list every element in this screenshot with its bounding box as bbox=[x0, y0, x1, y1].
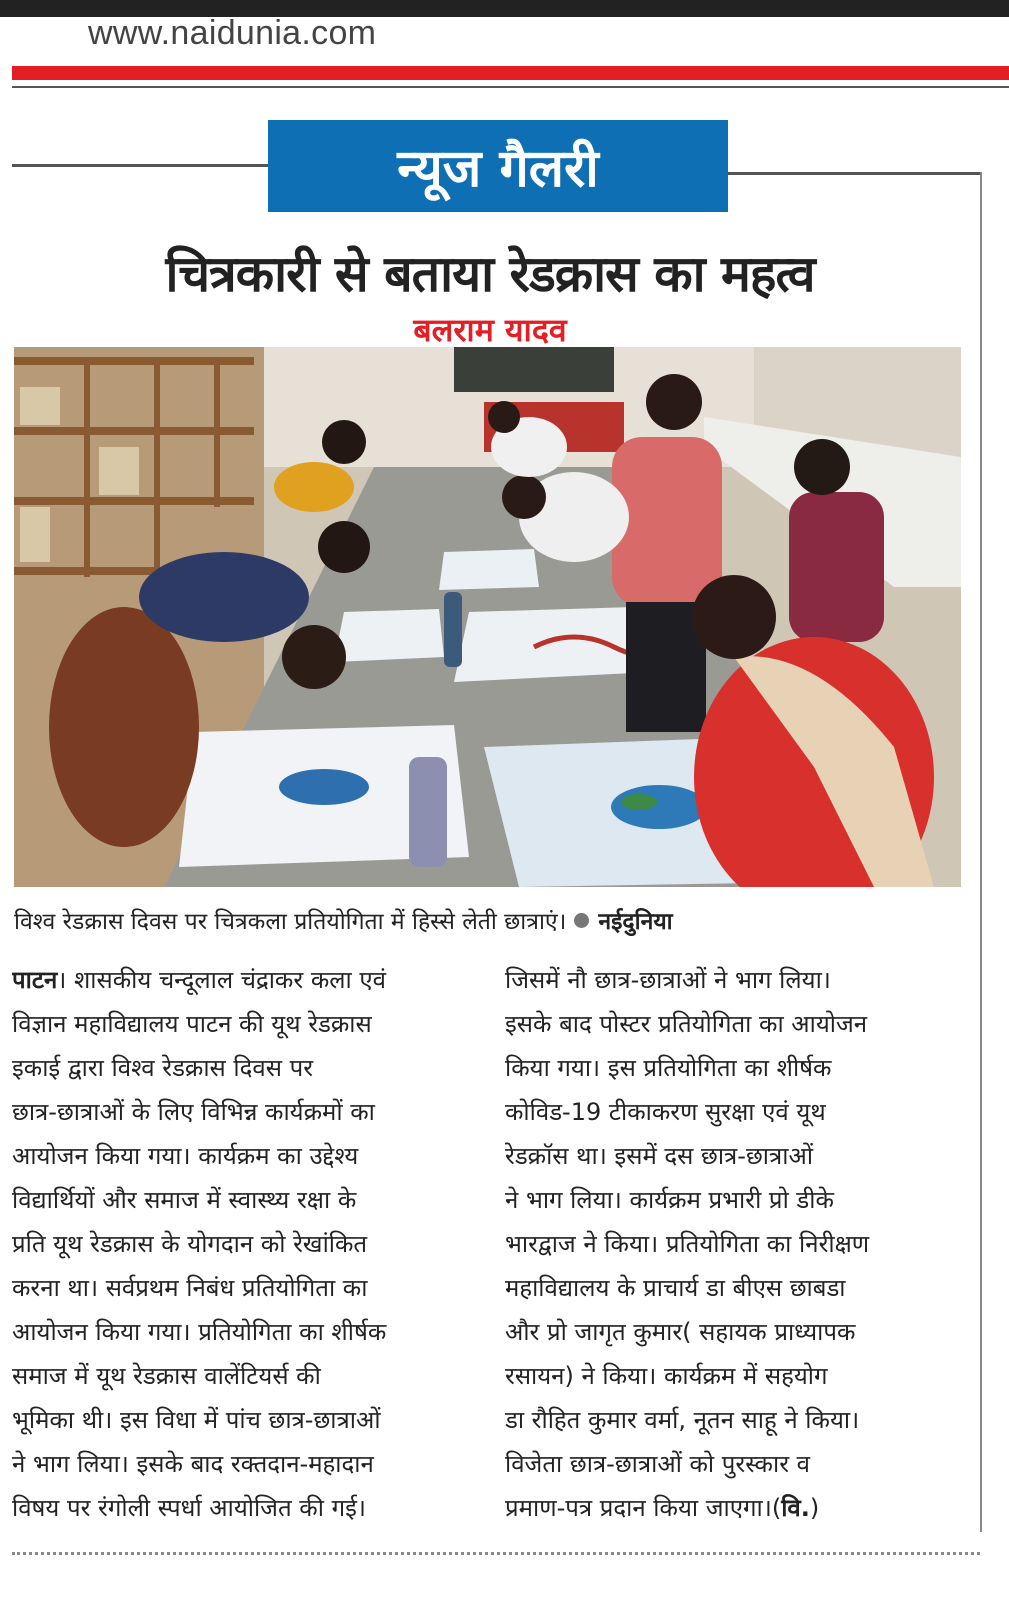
article-photo bbox=[14, 347, 961, 887]
section-rule-right bbox=[728, 172, 982, 175]
body-line: आयोजन किया गया। कार्यक्रम का उद्देश्य bbox=[12, 1142, 359, 1170]
body-line-text: प्रमाण-पत्र प्रदान किया जाएगा।( bbox=[505, 1494, 782, 1522]
body-line bbox=[12, 958, 482, 1002]
body-line: कोविड-19 टीकाकरण सुरक्षा एवं यूथ bbox=[505, 1098, 826, 1126]
site-url: www.naidunia.com bbox=[88, 14, 377, 52]
caption-text: विश्व रेडक्रास दिवस पर चित्रकला प्रतियोगिता में हिस्से लेती छात्राएं। bbox=[14, 909, 567, 935]
body-line: विजेता छात्र-छात्राओं को पुरस्कार व bbox=[505, 1450, 810, 1478]
body-line: जिसमें नौ छात्र-छात्राओं ने भाग लिया। bbox=[505, 966, 831, 994]
dateline: पाटन bbox=[12, 966, 58, 994]
body-line: समाज में यूथ रेडक्रास वालेंटियर्स की bbox=[12, 1362, 321, 1390]
body-line: और प्रो जागृत कुमार( सहायक प्राध्यापक bbox=[505, 1318, 856, 1346]
body-line: भारद्वाज ने किया। प्रतियोगिता का निरीक्षण bbox=[505, 1230, 870, 1258]
photo-credit: नईदुनिया bbox=[598, 909, 673, 935]
body-line: भूमिका थी। इस विधा में पांच छात्र-छात्राओं bbox=[12, 1406, 381, 1434]
body-line: डा रौहित कुमार वर्मा, नूतन साहू ने किया। bbox=[505, 1406, 860, 1434]
article-byline: बलराम यादव bbox=[413, 311, 567, 349]
bullet-icon bbox=[574, 913, 589, 928]
section-rule-left bbox=[12, 164, 268, 167]
body-line: रेडक्रॉस था। इसमें दस छात्र-छात्राओं bbox=[505, 1142, 813, 1170]
bottom-dotted-rule bbox=[12, 1552, 980, 1555]
body-line-last bbox=[505, 1486, 975, 1530]
body-line: महाविद्यालय के प्राचार्य डा बीएस छाबडा bbox=[505, 1274, 846, 1302]
reporter-signoff: वि. bbox=[781, 1494, 810, 1522]
body-line: ने भाग लिया। कार्यक्रम प्रभारी प्रो डीके bbox=[505, 1186, 834, 1214]
body-line: ने भाग लिया। इसके बाद रक्तदान-महादान bbox=[12, 1450, 374, 1478]
article-body-left-column bbox=[12, 958, 482, 1530]
classroom-painting-illustration bbox=[14, 347, 961, 887]
article-body-right-column bbox=[505, 958, 975, 1530]
body-line: करना था। सर्वप्रथम निबंध प्रतियोगिता का bbox=[12, 1274, 368, 1302]
signoff-close: ) bbox=[809, 1494, 820, 1522]
body-line: विषय पर रंगोली स्पर्धा आयोजित की गई। bbox=[12, 1494, 366, 1522]
article-headline: चित्रकारी से बताया रेडक्रास का महत्व bbox=[165, 245, 815, 303]
body-line: आयोजन किया गया। प्रतियोगिता का शीर्षक bbox=[12, 1318, 387, 1346]
body-line: विद्यार्थियों और समाज में स्वास्थ्य रक्षा के bbox=[12, 1186, 357, 1214]
body-line: विज्ञान महाविद्यालय पाटन की यूथ रेडक्रास bbox=[12, 1010, 372, 1038]
column-frame-rule bbox=[980, 172, 982, 1532]
header-divider bbox=[12, 86, 1009, 88]
body-line-text: । शासकीय चन्दूलाल चंद्राकर कला एवं bbox=[57, 966, 386, 994]
body-line: प्रति यूथ रेडक्रास के योगदान को रेखांकित bbox=[12, 1230, 368, 1258]
section-banner: न्यूज गैलरी bbox=[268, 120, 728, 212]
body-line: रसायन) ने किया। कार्यक्रम में सहयोग bbox=[505, 1362, 828, 1390]
body-line: किया गया। इस प्रतियोगिता का शीर्षक bbox=[505, 1054, 832, 1082]
photo-caption bbox=[14, 900, 964, 940]
red-rule bbox=[12, 66, 1009, 80]
body-line: छात्र-छात्राओं के लिए विभिन्न कार्यक्रमों का bbox=[12, 1098, 375, 1126]
body-line: इसके बाद पोस्टर प्रतियोगिता का आयोजन bbox=[505, 1010, 868, 1038]
body-line: इकाई द्वारा विश्व रेडक्रास दिवस पर bbox=[12, 1054, 314, 1082]
